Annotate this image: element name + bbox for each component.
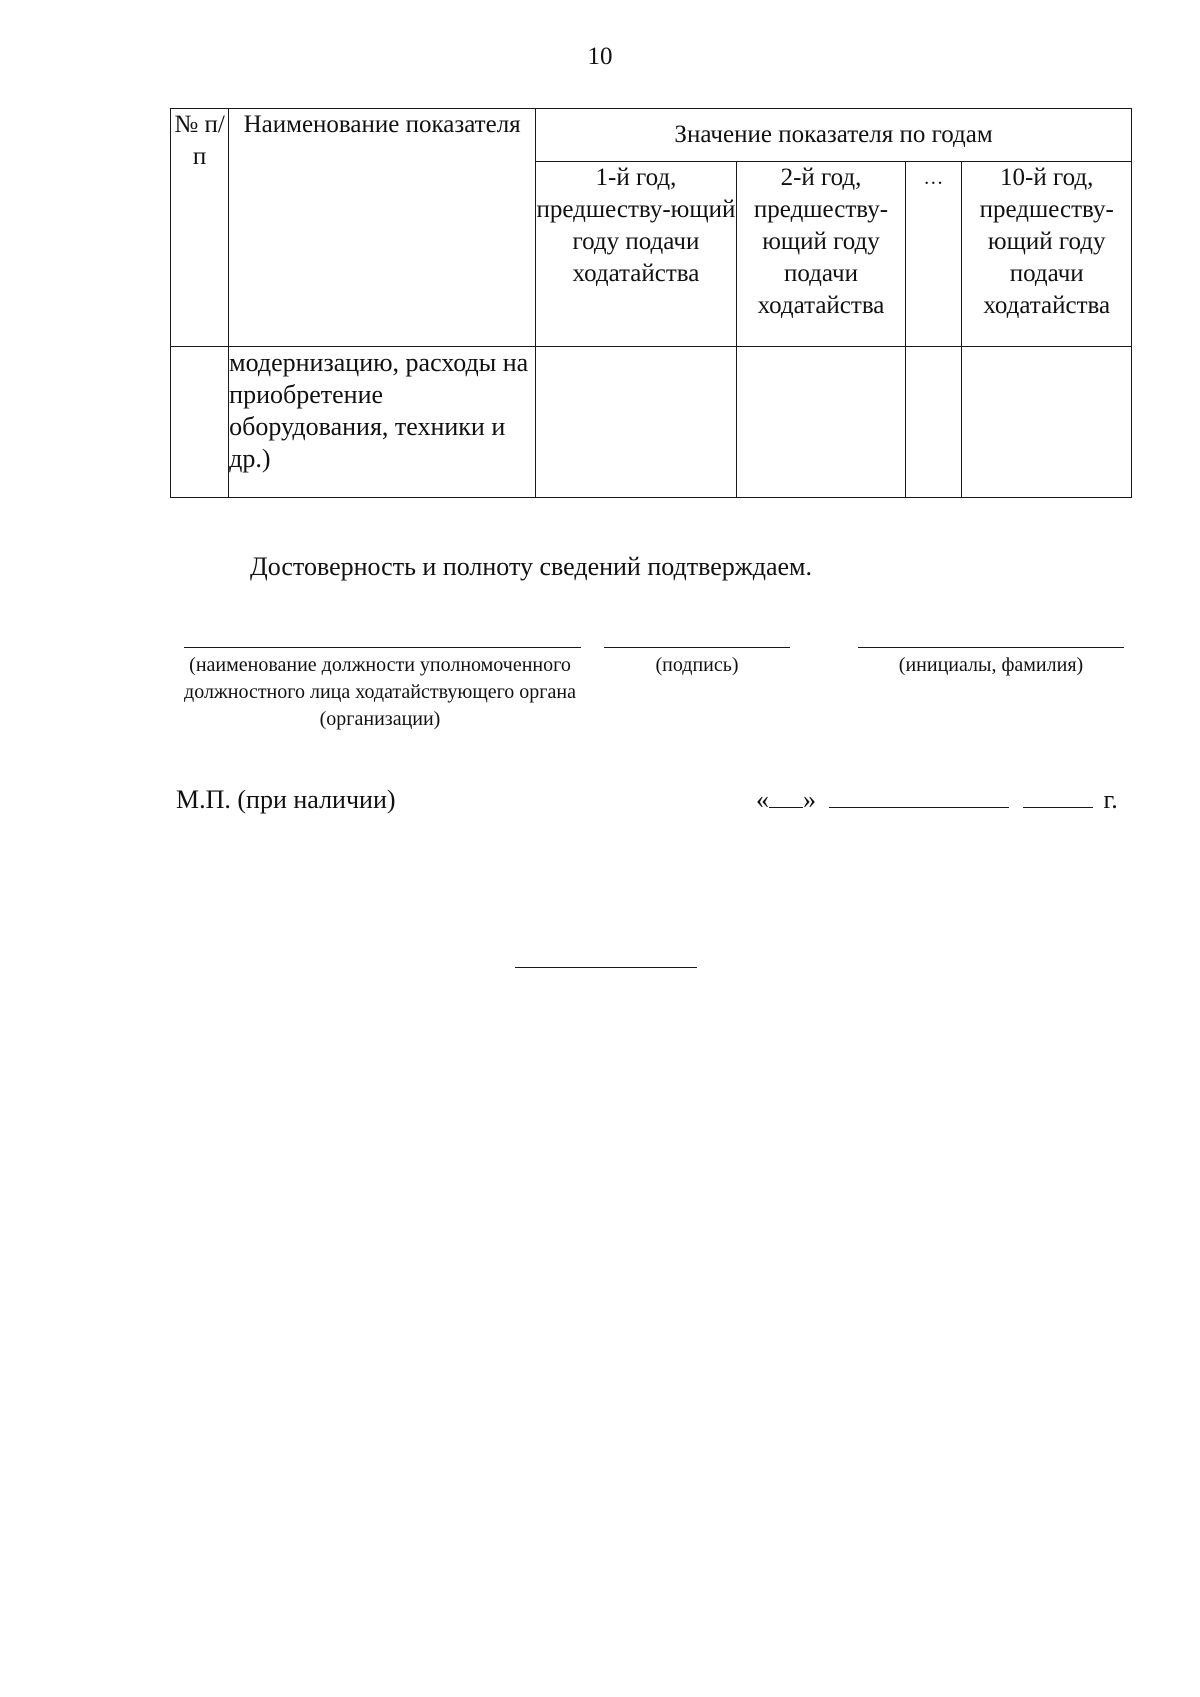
table-row [171, 347, 1132, 498]
header-values-by-year: Значение показателя по годам [536, 109, 1132, 162]
month-blank [829, 785, 1009, 808]
indicators-table [170, 108, 1132, 498]
date-open-quote: « [756, 785, 769, 814]
header-year-2: 2-й год, предшеству-ющий году подачи ходатайства [736, 162, 906, 347]
header-indicator-name: Наименование показателя [229, 109, 536, 347]
name-caption: (инициалы, фамилия) [898, 654, 1084, 676]
table-header-row [171, 109, 1132, 162]
header-ellipsis: … [906, 162, 962, 347]
header-number: № п/п [171, 109, 229, 347]
cell-ellipsis [906, 347, 962, 498]
year-suffix: г. [1103, 785, 1118, 814]
signature-caption: (подпись) [655, 654, 739, 676]
position-signature-line [184, 647, 581, 648]
year-blank [1023, 785, 1093, 808]
date-close-quote: » [803, 785, 816, 814]
cell-number [171, 347, 229, 498]
stamp-placeholder: М.П. (при наличии) [176, 785, 396, 814]
confirmation-text: Достоверность и полноту сведений подтверждаем. [250, 552, 812, 581]
cell-year-2 [736, 347, 906, 498]
header-year-1: 1-й год, предшеству-ющий году подачи ходатайства [536, 162, 737, 347]
end-divider [515, 967, 697, 968]
cell-year-10 [962, 347, 1132, 498]
cell-year-1 [536, 347, 737, 498]
page-number: 10 [587, 43, 613, 70]
date-line [756, 785, 1118, 815]
cell-indicator-name: модернизацию, расходы на приобретение оборудования, техники и др.) [229, 347, 536, 498]
signature-line [604, 647, 790, 648]
name-signature-line [858, 647, 1124, 648]
header-year-10: 10-й год, предшеству-ющий году подачи ходатайства [962, 162, 1132, 347]
position-caption: (наименование должности уполномоченного должностного лица ходатайствующего органа (организации) [184, 654, 576, 730]
day-blank [769, 785, 803, 808]
